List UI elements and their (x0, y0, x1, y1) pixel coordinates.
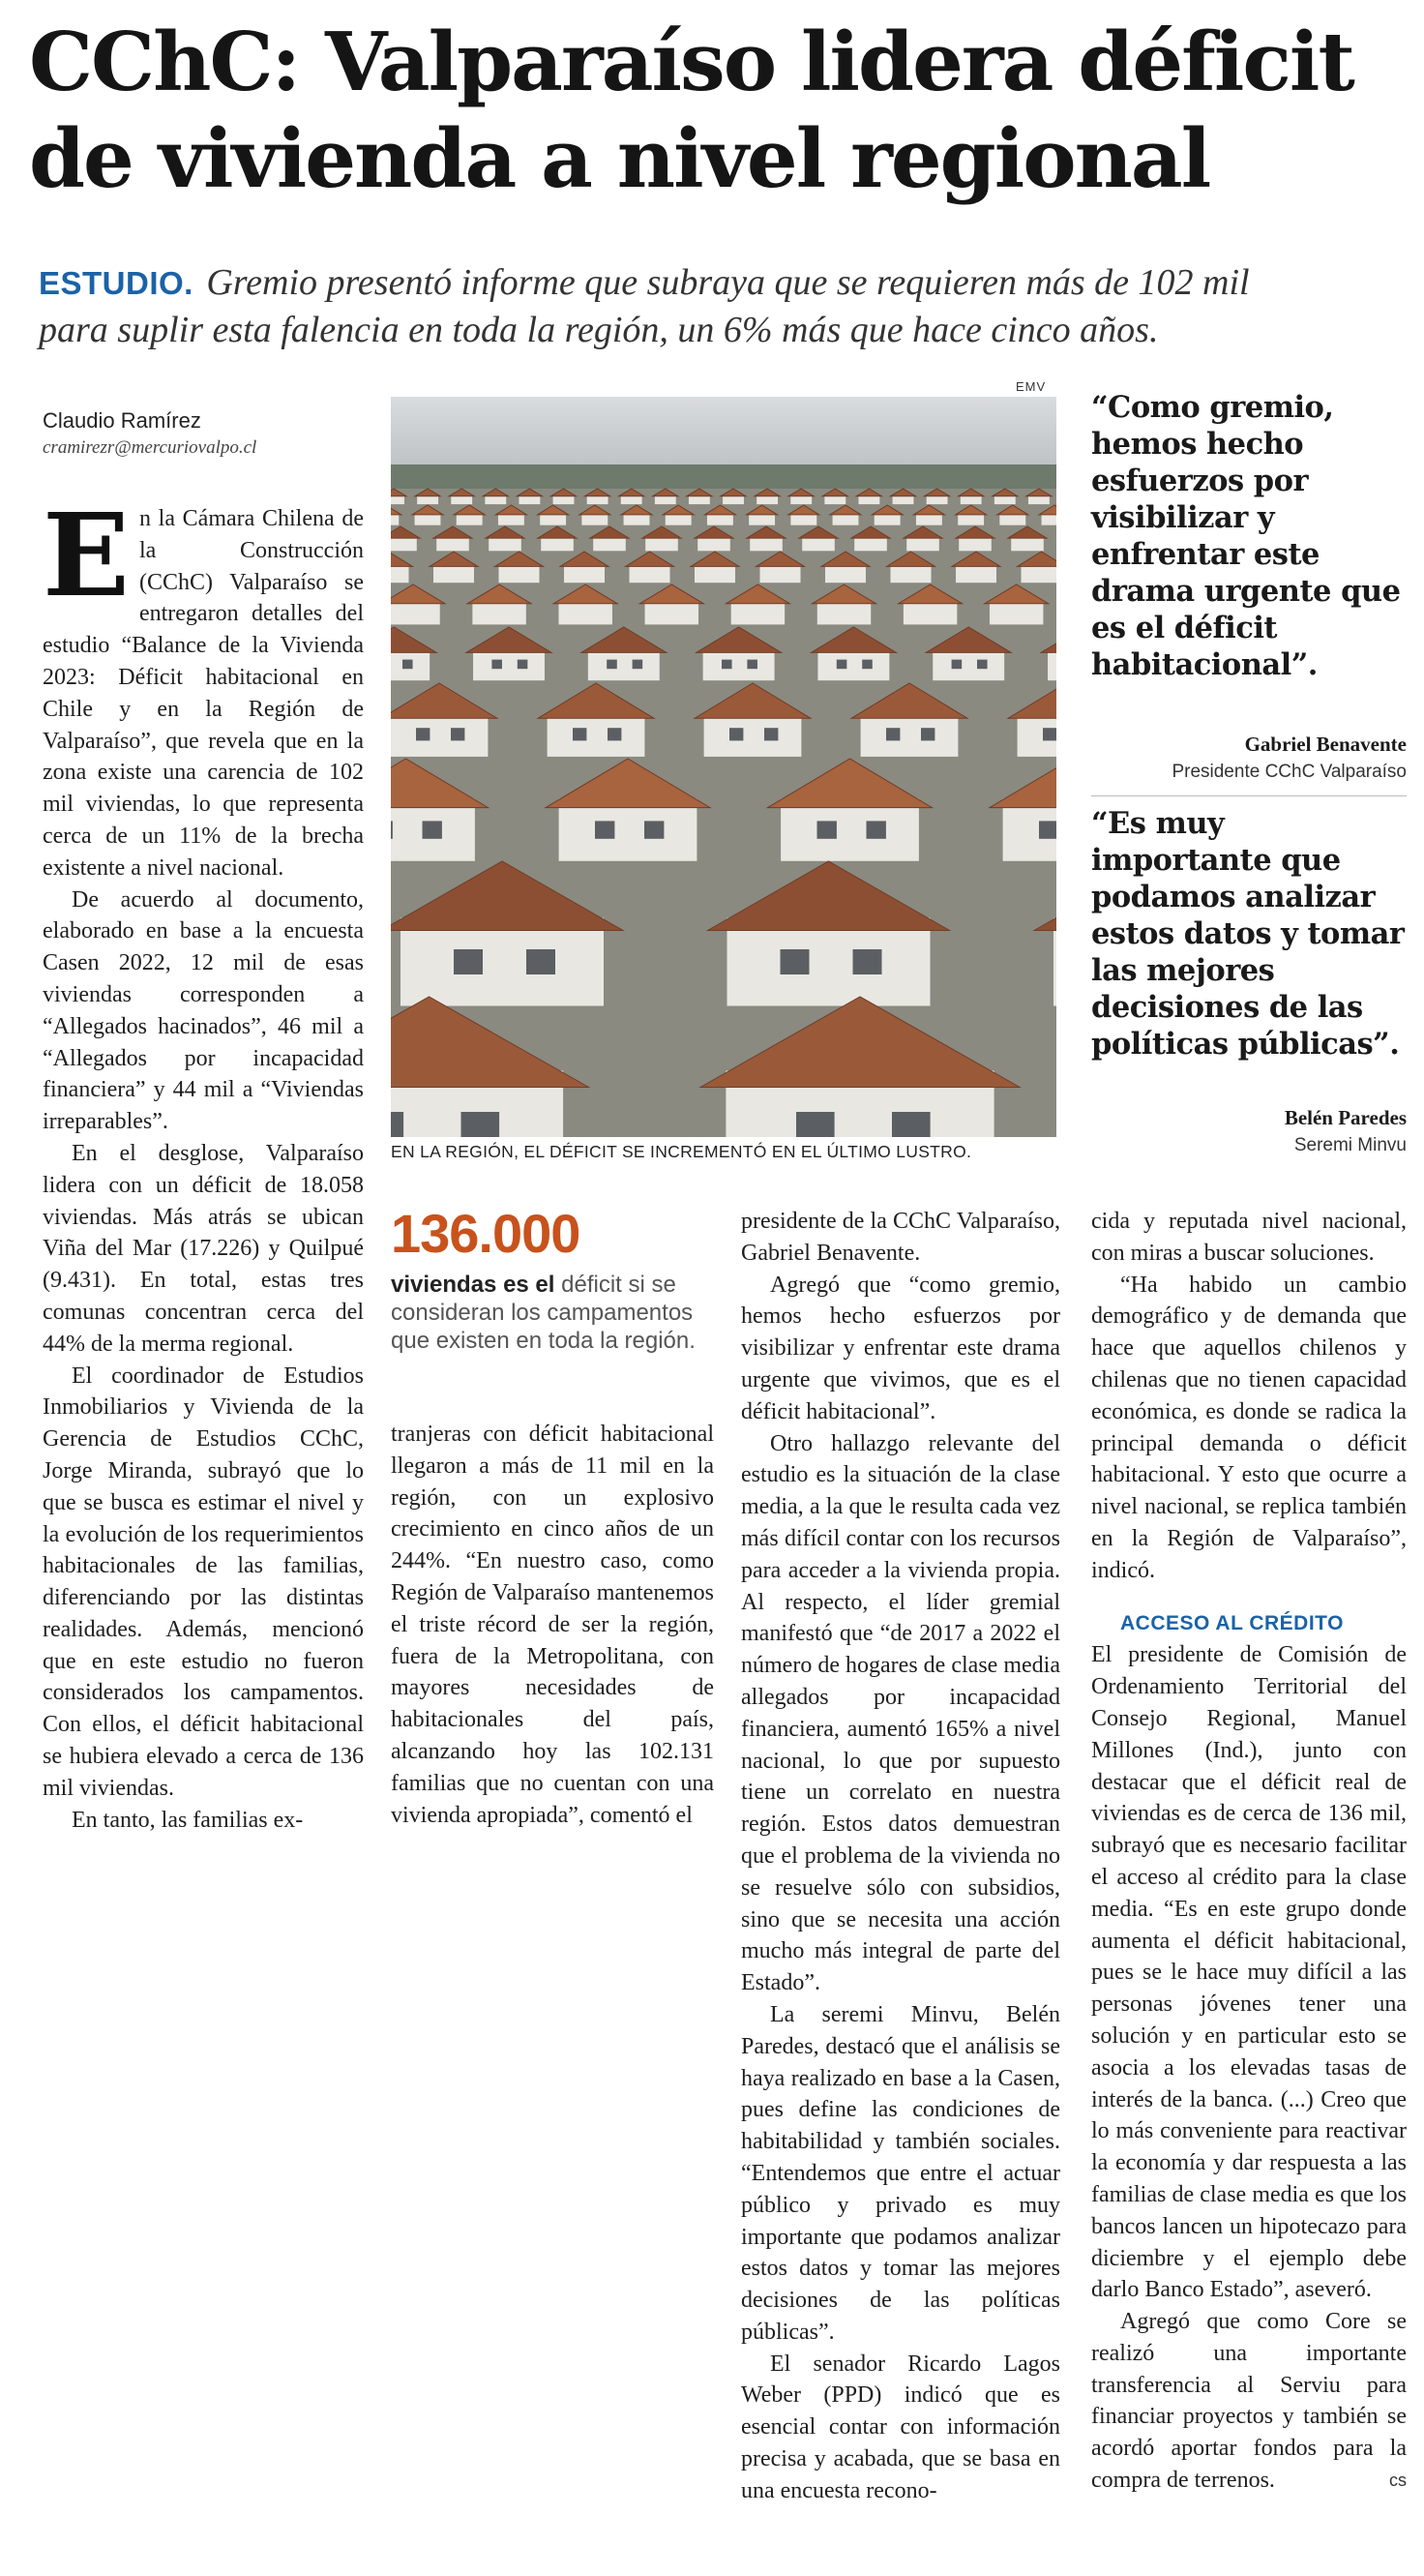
house-window (391, 1112, 403, 1137)
byline (43, 406, 362, 461)
paragraph (1091, 2306, 1407, 2497)
house-window (781, 949, 810, 974)
house-window (1039, 821, 1056, 838)
house-window (491, 660, 502, 670)
section-subhead: ACCESO AL CRÉDITO (1120, 1611, 1344, 1634)
house-window (402, 660, 413, 670)
house-window (867, 821, 886, 838)
house-window (853, 949, 882, 974)
lead-text-1: Gremio presentó informe que subraya que se requieren más de 102 mil (206, 262, 1250, 303)
article-column-4 (1091, 1206, 1407, 2497)
paragraph: tranjeras con déficit habitacional llegaron a más de 11 mil en la región, con un explosivo crecimiento en cinco años de un 244%. “En nuestro caso, como Región de Valparaíso mantenemos el triste récord de ser la región, fuera de la Metropolitana, con mayores necesidades de habitacionales del país, alcanzando hoy las 102.131 familias que no cuentan con una vivienda apropiada”, comentó el (391, 1422, 714, 1828)
house-window (608, 728, 621, 740)
house-window (451, 728, 464, 740)
house-window (886, 728, 900, 740)
stat-label (391, 1271, 729, 1355)
paragraph: “Ha habido un cambio demográfico y de demanda que hace que aquellos chilenos y chilenas que no tienen capacidad económica, es donde se radica la principal demanda o déficit habitacional. Y esto que ocurre a nivel nacional, se replica también en la Región de Valparaíso”, indicó. (1091, 1272, 1407, 1583)
divider (1091, 795, 1407, 796)
housing-photo (391, 397, 1056, 1137)
house-window (607, 660, 617, 670)
house-window (454, 949, 483, 974)
paragraph: cida y reputada nivel nacional, con miras a buscar soluciones. (1091, 1209, 1407, 1266)
house-window (837, 660, 847, 670)
house-window (796, 1112, 835, 1137)
lead-kicker: ESTUDIO. (39, 265, 193, 301)
stat-number: 136.000 (391, 1203, 580, 1264)
house-window (518, 660, 528, 670)
house-wall (1053, 918, 1056, 1006)
house-window (817, 821, 837, 838)
author-email: cramirezr@mercuriovalpo.cl (43, 437, 257, 458)
article-column-3 (741, 1206, 1060, 2507)
house-wall (727, 918, 931, 1006)
house-window (921, 728, 934, 740)
lead-line-1 (39, 259, 1412, 307)
headline-line-2: de vivienda a nivel regional (29, 111, 1210, 206)
lead-line-2: para suplir esta falencia en toda la región, un 6% más que hace cinco años. (39, 310, 1159, 350)
stat-label-bold: viviendas es el (391, 1272, 555, 1298)
paragraph (43, 488, 364, 884)
photo-credit: EMV (1016, 379, 1047, 394)
house-window (892, 1112, 931, 1137)
lead-paragraph (39, 259, 1412, 353)
paragraph-text: n la Cámara Chilena de la Construcción (CChC) Valparaíso se entregaron detalles del estudio “Balance de la Vivienda 2023: Déficit habitacional en Chile y en la Región de Valparaíso”, que revela que en la zona existe una carencia de 102 mil viviendas, lo que representa cerca de un 11% de la brecha existente a nivel nacional. (43, 506, 364, 881)
quote-text: “Como gremio, hemos hecho esfuerzos por visibilizar y enfrentar este drama urgente que es el déficit habitacional”. (1091, 390, 1401, 682)
quote-author: Belén Paredes (1284, 1106, 1407, 1129)
house-window (461, 1112, 500, 1137)
housing-illustration (391, 397, 1056, 1137)
house-window (573, 728, 586, 740)
drop-cap: E (43, 488, 130, 622)
house-window (747, 660, 757, 670)
house-window (526, 949, 555, 974)
pull-quote-2 (1091, 805, 1407, 1159)
house-window (595, 821, 614, 838)
house-window (644, 821, 664, 838)
house-window (423, 821, 442, 838)
pull-quote-1 (1091, 389, 1407, 786)
house-window (722, 660, 732, 670)
article-column-1 (43, 488, 364, 1836)
paragraph: Otro hallazgo relevante del estudio es la situación de la clase media, a la que le resulta cada vez más difícil contar con los recursos para acceder a la vivienda propia. Al respecto, el líder gremial manifestó que “de 2017 a 2022 el número de hogares de clase media allegados por incapacidad financiera, aumentó 165% a nivel nacional, lo que por supuesto tiene un correlato en nuestra región. Estos datos demuestran que el problema de la vivienda no se resuelve sólo con subsidios, sino que se necesita una acción mucho más integral de parte del Estado”. (741, 1430, 1060, 1996)
paragraph: En tanto, las familias ex- (72, 1807, 304, 1833)
paragraph: presidente de la CChC Valparaíso, Gabriel Benavente. (741, 1209, 1060, 1266)
house-window (633, 660, 643, 670)
quote-author: Gabriel Benavente (1244, 733, 1407, 756)
paragraph: De acuerdo al documento, elaborado en base a la encuesta Casen 2022, 12 mil de esas viviendas corresponden a “Allegados hacinados”, 46 mil a “Allegados por incapacidad financiera” y 44 mil a “Viviendas irreparables”. (43, 886, 364, 1135)
stat-highlight (391, 1205, 729, 1355)
paragraph: El senador Ricardo Lagos Weber (PPD) indicó que es esencial contar con información precisa y acabada, que se basa en una encuesta recono- (741, 2351, 1060, 2503)
end-mark: cs (1389, 2471, 1407, 2491)
quote-role: Presidente CChC Valparaíso (1172, 762, 1407, 782)
quote-text: “Es muy importante que podamos analizar estos datos y tomar las mejores decisiones de las políticas públicas”. (1091, 806, 1405, 1062)
paragraph: En el desglose, Valparaíso lidera con un déficit de 18.058 viviendas. Más atrás se ubican Viña del Mar (17.226) y Quilpué (9.431). En total, estas tres comunas concentran cerca del 44% de la merma regional. (43, 1140, 364, 1357)
photo-caption: EN LA REGIÓN, EL DÉFICIT SE INCREMENTÓ EN EL ÚLTIMO LUSTRO. (391, 1142, 972, 1161)
house-window (416, 728, 430, 740)
house-window (391, 821, 393, 838)
house-window (764, 728, 778, 740)
house-window (952, 660, 963, 670)
house-wall (400, 918, 604, 1006)
headline-line-1: CChC: Valparaíso lidera déficit (29, 15, 1353, 109)
quote-role: Seremi Minvu (1293, 1135, 1407, 1155)
paragraph-text: Agregó que como Core se realizó una importante transferencia al Serviu para financiar proyectos y también se acordó aportar fondos para la compra de terrenos. (1091, 2309, 1407, 2494)
paragraph: Agregó que “como gremio, hemos hecho esfuerzos por visibilizar y enfrentar este drama urgente que vivimos, que es el déficit habitacional”. (741, 1272, 1060, 1424)
paragraph: El presidente de Comisión de Ordenamiento Territorial del Consejo Regional, Manuel Millones (Ind.), junto con destacar que el déficit real de viviendas es de cerca de 136 mil, subrayó que es necesario facilitar el acceso al crédito para la clase media. “Es en este grupo donde aumenta el déficit habitacional, pues se le hace muy difícil a las personas jóvenes tener una solución y en particular esto se asocia a los elevadas tasas de interés de la banca. (...) Creo que lo más conveniente para reactivar la economía y dar respuesta a las familias de clase media es que los bancos lancen un hipotecazo para diciembre y el ejemplo debe darlo Banco Estado”, aseveró. (1091, 1642, 1407, 2303)
house-window (862, 660, 873, 670)
house-window (729, 728, 743, 740)
author-name: Claudio Ramírez (43, 408, 201, 433)
article-column-2 (391, 1419, 714, 1831)
stat-label-rest: déficit si se consideran los campamentos que existen en toda la región. (391, 1272, 696, 1354)
headline (29, 14, 1403, 207)
paragraph: La seremi Minvu, Belén Paredes, destacó que el análisis se haya realizado en base a la Casen, pues define las condiciones de habitabilidad y también sociales. “Entendemos que entre el actuar público y privado es muy importante que podamos analizar estos datos y tomar las mejores decisiones de las políticas públicas”. (741, 2001, 1060, 2345)
house-window (1043, 728, 1056, 740)
house-window (977, 660, 988, 670)
paragraph: El coordinador de Estudios Inmobiliarios y Vivienda de la Gerencia de Estudios CChC, Jorge Miranda, subrayó que lo que se busca es estimar el nivel y la evolución de los requerimientos habitacionales de las familias, diferenciando por las distintas realidades. Además, mencionó que en este estudio no fueron considerados los campamentos. Con ellos, el déficit habitacional se hubiera elevado a cerca de 136 mil viviendas. (43, 1363, 364, 1801)
